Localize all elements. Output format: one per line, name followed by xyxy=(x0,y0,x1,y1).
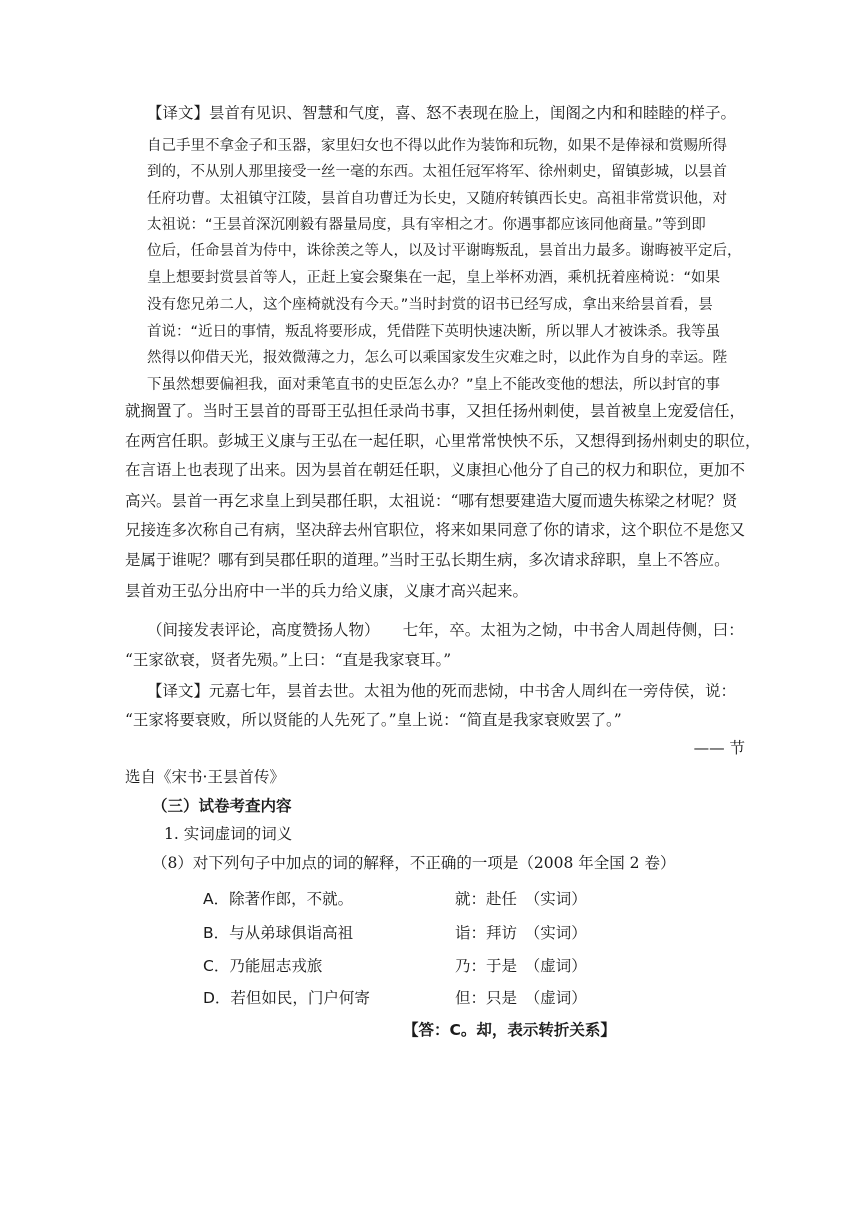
translation-1-continuation: 兄接连多次称自己有病，坚决辞去州官职位，将来如果同意了你的请求，这个职位不是您又 xyxy=(125,521,746,539)
option-a-gloss: 就：赴任 （实词） xyxy=(455,890,587,908)
translation-1-continuation: 在言语上也表现了出来。因为昙首在朝廷任职，义康担心他分了自己的权力和职位，更加不 xyxy=(125,461,746,479)
translation-1-line: 位后，任命昙首为侍中，诛徐羡之等人，以及讨平谢晦叛乱，昙首出力最多。谢晦被平定后， xyxy=(147,243,742,259)
option-b-gloss: 诣：拜访 （实词） xyxy=(455,924,587,942)
translation-1-line: 到的，不从别人那里接受一丝一毫的东西。太祖任冠军将军、徐州刺史，留镇彭城，以昙首 xyxy=(147,164,727,180)
comment-line-1: （间接发表评论，高度赞扬人物） 七年，卒。太祖为之恸，中书舍人周赳侍侧，曰： xyxy=(147,621,744,639)
answer-text: 【答：C。却，表示转折关系】 xyxy=(403,1021,616,1039)
option-d-sentence: D．若但如民，门户何寄 xyxy=(203,989,370,1007)
comment-line-2: “王家欲衰，贤者先殒。”上曰：“直是我家衰耳。” xyxy=(125,651,452,669)
translation-1-continuation: 是属于谁呢？哪有到吴郡任职的道理。”当时王弘长期生病，多次请求辞职，皇上不答应。 xyxy=(125,551,730,569)
translation-1-line: 下虽然想要偏袒我，面对秉笔直书的史臣怎么办？”皇上不能改变他的想法，所以封官的事 xyxy=(147,377,721,393)
translation-1-line: 然得以仰借天光，报效微薄之力，怎么可以乘国家发生灾难之时，以此作为自身的幸运。陛 xyxy=(147,350,727,366)
option-b-sentence: B．与从弟球俱诣高祖 xyxy=(203,924,354,942)
question-text: （8）对下列句子中加点的词的解释，不正确的一项是（2008 年全国 2 卷） xyxy=(152,854,676,872)
translation-1-line: 没有您兄弟二人，这个座椅就没有今天。”当时封赏的诏书已经写成，拿出来给昙首看，昙 xyxy=(147,297,713,313)
option-d-gloss: 但：只是 （虚词） xyxy=(455,989,587,1007)
translation-1-line: 任府功曹。太祖镇守江陵，昙首自功曹迁为长史，又随府转镇西长史。高祖非常赏识他，对 xyxy=(147,191,727,207)
translation-1-continuation: 高兴。昙首一再乞求皇上到吴郡任职，太祖说：“哪有想要建造大厦而遗失栋梁之材呢？贤 xyxy=(125,492,738,510)
option-a-sentence: A．除著作郎，不就。 xyxy=(203,890,354,908)
source-dash: —— 节 xyxy=(693,739,745,757)
option-c-sentence: C．乃能屈志戎旅 xyxy=(203,957,323,975)
translation-1-first-line: 【译文】昙首有见识、智慧和气度，喜、怒不表现在脸上，闺阁之内和和睦睦的样子。 xyxy=(147,104,737,122)
option-c-gloss: 乃：于是 （虚词） xyxy=(455,957,587,975)
translation-1-line: 首说：“近日的事情，叛乱将要形成，凭借陛下英明快速决断，所以罪人才被诛杀。我等虽 xyxy=(147,324,721,340)
translation-2-line-1: 【译文】元嘉七年，昙首去世。太祖为他的死而悲恸，中书舍人周纠在一旁侍侯，说： xyxy=(147,682,737,700)
section-heading: （三）试卷考查内容 xyxy=(152,796,292,815)
translation-1-line: 自己手里不拿金子和玉器，家里妇女也不得以此作为装饰和玩物，如果不是俸禄和赏赐所得 xyxy=(147,138,727,154)
translation-1-continuation: 昙首劝王弘分出府中一半的兵力给义康，义康才高兴起来。 xyxy=(125,582,529,600)
translation-1-continuation: 在两宫任职。彭城王义康与王弘在一起任职，心里常常怏怏不乐，又想得到扬州刺史的职位， xyxy=(125,432,761,450)
translation-1-line: 皇上想要封赏昙首等人，正赶上宴会聚集在一起，皇上举杯劝酒，乘机抚着座椅说：“如果 xyxy=(147,270,721,286)
translation-1-line: 太祖说：“王昙首深沉刚毅有器量局度，具有宰相之才。你遇事都应该同他商量。”等到即 xyxy=(147,217,706,233)
translation-2-line-2: “王家将要衰败，所以贤能的人先死了。”皇上说：“简直是我家衰败罢了。” xyxy=(125,711,622,729)
source-title: 选自《宋书·王昙首传》 xyxy=(125,768,285,786)
translation-1-continuation: 就搁置了。当时王昙首的哥哥王弘担任录尚书事，又担任扬州刺使，昙首被皇上宠爱信任， xyxy=(125,402,746,420)
section-item: 1. 实词虚词的词义 xyxy=(164,825,293,843)
